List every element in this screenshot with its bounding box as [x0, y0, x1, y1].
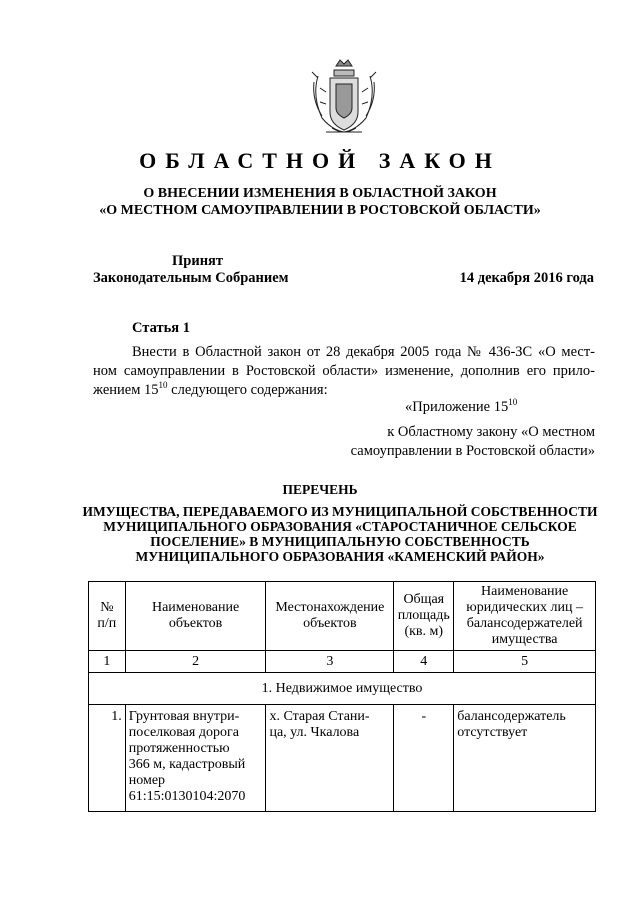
header-text: Наименование [481, 584, 569, 599]
article-heading: Статья 1 [132, 320, 190, 336]
paragraph-line: ном самоуправлении в Ростовской области» изменение, дополнив его прило- [93, 363, 595, 379]
header-text: (кв. м) [404, 624, 444, 639]
header-text: № [100, 600, 114, 615]
list-subtitle-line: ИМУЩЕСТВА, ПЕРЕДАВАЕМОГО ИЗ МУНИЦИПАЛЬНОЙ СОБСТВЕННОСТИ [82, 504, 598, 519]
header-text: объектов [168, 616, 223, 631]
coat-of-arms-icon [308, 58, 380, 138]
header-text: Общая [403, 592, 445, 607]
list-subtitle-line: МУНИЦИПАЛЬНОГО ОБРАЗОВАНИЯ «СТАРОСТАНИЧНОЕ СЕЛЬСКОЕ [103, 519, 577, 534]
header-text: п/п [97, 616, 117, 631]
cell-line: отсутствует [457, 725, 528, 740]
appendix-line: самоуправлении в Ростовской области» [350, 443, 595, 459]
appendix-line [330, 398, 595, 417]
subtitle-line: «О МЕСТНОМ САМОУПРАВЛЕНИИ В РОСТОВСКОЙ ОБЛАСТИ» [99, 203, 541, 218]
header-cell-holder [454, 582, 596, 651]
list-title: ПЕРЕЧЕНЬ [282, 482, 358, 497]
cell-line: 61:15:0130104:2070 [128, 789, 246, 804]
header-text: имущества [491, 632, 558, 647]
header-cell-number [89, 582, 126, 651]
column-number: 4 [394, 651, 454, 673]
section-row [89, 673, 596, 705]
table-header-row [89, 582, 596, 651]
cell-line: номер [128, 773, 166, 788]
table-row [89, 705, 596, 812]
cell-line: х. Старая Стани- [269, 709, 370, 724]
header-text: площадь [397, 608, 450, 623]
cell-line: 366 м, кадастровый [128, 757, 246, 772]
column-number: 5 [454, 651, 596, 673]
subtitle-line: О ВНЕСЕНИИ ИЗМЕНЕНИЯ В ОБЛАСТНОЙ ЗАКОН [143, 186, 497, 201]
header-text: объектов [303, 616, 357, 631]
row-area: - [394, 705, 454, 812]
cell-line: протяженностью [128, 741, 230, 756]
column-number: 2 [125, 651, 266, 673]
property-table [88, 581, 596, 812]
cell-line: Грунтовая внутри- [128, 709, 240, 724]
appendix-text: «Приложение 15 [405, 399, 509, 415]
column-number-row [89, 651, 596, 673]
article-paragraph [93, 343, 595, 400]
row-holder [454, 705, 596, 812]
superscript: 10 [158, 380, 168, 391]
paragraph-text: следующего содержания: [167, 382, 328, 398]
paragraph-line: Внести в Областной закон от 28 декабря 2005 года № 436-ЗС «О мест- [132, 344, 595, 360]
header-text: Местонахождение [275, 600, 385, 615]
superscript: 10 [508, 397, 518, 408]
adopted-date: 14 декабря 2016 года [459, 270, 594, 286]
cell-line: поселковая дорога [128, 725, 239, 740]
row-number: 1. [89, 705, 126, 812]
cell-line: балансодержатель [457, 709, 566, 724]
document-subtitle [0, 185, 640, 219]
header-text: Наименование [151, 600, 240, 615]
header-cell-location [266, 582, 394, 651]
paragraph-text: жением 15 [93, 382, 159, 398]
list-subtitle-line: МУНИЦИПАЛЬНОГО ОБРАЗОВАНИЯ «КАМЕНСКИЙ РАЙОН» [135, 549, 545, 564]
header-text: балансодержателей [466, 616, 583, 631]
document-title: ОБЛАСТНОЙ ЗАКОН [139, 148, 501, 173]
cell-line: ца, ул. Чкалова [269, 725, 360, 740]
adopted-label: Принят [172, 253, 224, 269]
adopted-by: Законодательным Собранием [93, 270, 289, 286]
appendix-line: к Областному закону «О местном [387, 424, 595, 440]
column-number: 3 [266, 651, 394, 673]
header-text: юридических лиц – [466, 600, 583, 615]
header-cell-area [394, 582, 454, 651]
row-location [266, 705, 394, 812]
list-subtitle-line: ПОСЕЛЕНИЕ» В МУНИЦИПАЛЬНУЮ СОБСТВЕННОСТЬ [150, 534, 530, 549]
appendix-header [330, 398, 595, 461]
header-cell-name [125, 582, 266, 651]
column-number: 1 [89, 651, 126, 673]
row-object-name [125, 705, 266, 812]
list-subtitle [80, 504, 600, 564]
section-title: 1. Недвижимое имущество [89, 673, 596, 705]
